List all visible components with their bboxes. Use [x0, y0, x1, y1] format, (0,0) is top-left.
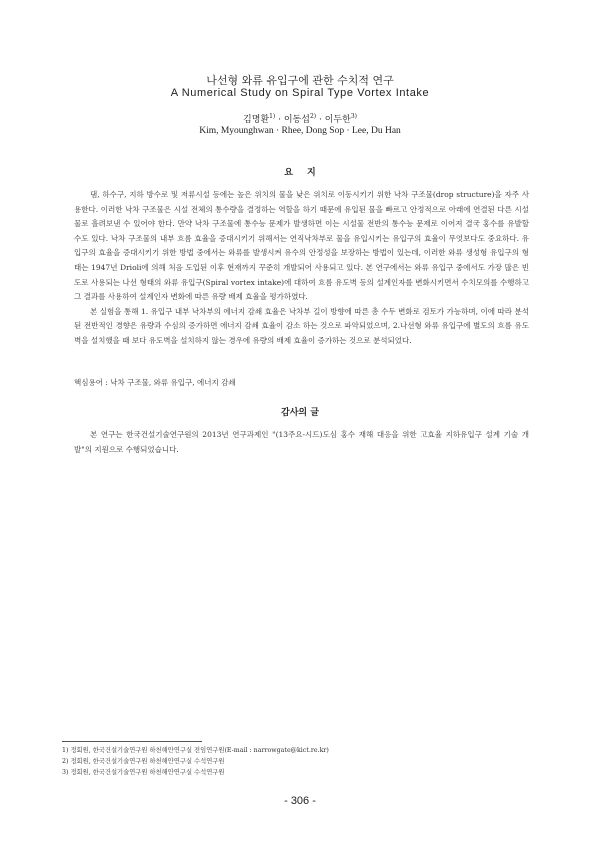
- footnote: 3) 정회원, 한국건설기술연구원 하천해안연구실 수석연구원: [62, 769, 225, 776]
- paper-title-english: A Numerical Study on Spiral Type Vortex Intake: [170, 87, 430, 99]
- author-footnote-mark: 1): [269, 113, 276, 120]
- page-number: - 306 -: [284, 795, 316, 807]
- paper-title-korean: 나선형 와류 유입구에 관한 수치적 연구: [206, 74, 394, 87]
- acknowledgement-heading: 감사의 글: [281, 408, 319, 418]
- author-separator: ·: [316, 115, 325, 125]
- abstract-paragraph: 댐, 하수구, 지하 방수로 및 저류시설 등에는 높은 위치의 물을 낮은 위치로 이동시키기 위한 낙차 구조물(drop structure)을 자주 사용한다. 이러한 낙차 구조물은 시설 전체의 통수량을 결정하는 역할을 하기 때문에 유입된 물을 빠르고 안정적으로 아래에 연결된 다른 시설물로 흘려보낸 수 있어야 한다. 만약 낙차 구조물에 통수능 문제가 발생하면 이는 시설물 전반의 통수능 문제로 이어져 결국 홍수를 유발할 수도 있다. 낙차 구조물의 내부 흐름 효율을 증대시키기 위해서는 연직낙차부로 물을 유입시키는 유입구의 효율이 무엇보다도 중요하다. 유입구의 효율을 증대시키기 위한 방법 중에서는 와류를 발생시켜 유수의 안정성을 보장하는 방법이 있는데, 이러한 와류 생성형 유입구의 형태는 1947년 Drioli에 의해 처음 도입된 이후 현재까지 꾸준히 개발되어 사용되고 있다. 본 연구에서는 와류 유입구 중에서도 가장 많은 빈도로 사용되는 나선 형태의 와류 유입구(Spiral vortex intake)에 대하여 흐름 유도벽 등의 설계인자를 변화시키면서 수치모의를 수행하고 그 결과를 사용하여 설계인자 변화에 따른 유량 배제 효율을 평가하였다.: [74, 190, 529, 302]
- keywords: 핵심용어 : 낙차 구조물, 와류 유입구, 에너지 감쇄: [74, 378, 236, 387]
- authors-korean: [0, 112, 600, 125]
- acknowledgement-body: [74, 428, 529, 457]
- author-footnote-mark: 2): [309, 113, 317, 120]
- abstract-body: [74, 188, 529, 349]
- author-separator: ·: [275, 115, 284, 125]
- author-name: 이두한: [324, 115, 351, 125]
- author-name: 이동섭: [283, 115, 310, 125]
- footnotes: [62, 745, 532, 778]
- authors-english: Kim, Myounghwan · Rhee, Dong Sop · Lee, Du Han: [199, 126, 401, 136]
- abstract-paragraph: 본 실험을 통해 1. 유입구 내부 낙차부의 에너지 감쇄 효율은 낙차부 길이 방향에 따른 총 수두 변화로 검토가 가능하며, 이에 따라 분석된 전반적인 경향은 유량과 수심의 증가하면 에너지 감쇄 효율이 감소 하는 것으로 파악되었으며, 2.나선형 와류 유입구에 별도의 흐름 유도벽을 설치했을 때 보다 유도벽을 설치하지 않는 경우에 유량의 배제 효율이 증가하는 것으로 분석되었다.: [74, 306, 529, 345]
- footnote: 2) 정회원, 한국건설기술연구원 하천해안연구실 수석연구원: [62, 758, 225, 765]
- abstract-heading: 요지: [284, 168, 330, 178]
- author-footnote-mark: 3): [350, 113, 357, 120]
- acknowledgement-paragraph: 본 연구는 한국건설기술연구원의 2013년 연구과제인 "(13주요-시드)도심 홍수 재해 대응을 위한 고효율 지하유입구 설계 기술 개발"의 지원으로 수행되었습니다.: [74, 430, 529, 454]
- footnote: 1) 정회원, 한국건설기술연구원 하천해안연구실 전임연구원(E-mail : narrowgate@kict.re.kr): [62, 747, 329, 754]
- author-name: 김명환: [243, 115, 270, 125]
- footnote-divider: [62, 741, 202, 742]
